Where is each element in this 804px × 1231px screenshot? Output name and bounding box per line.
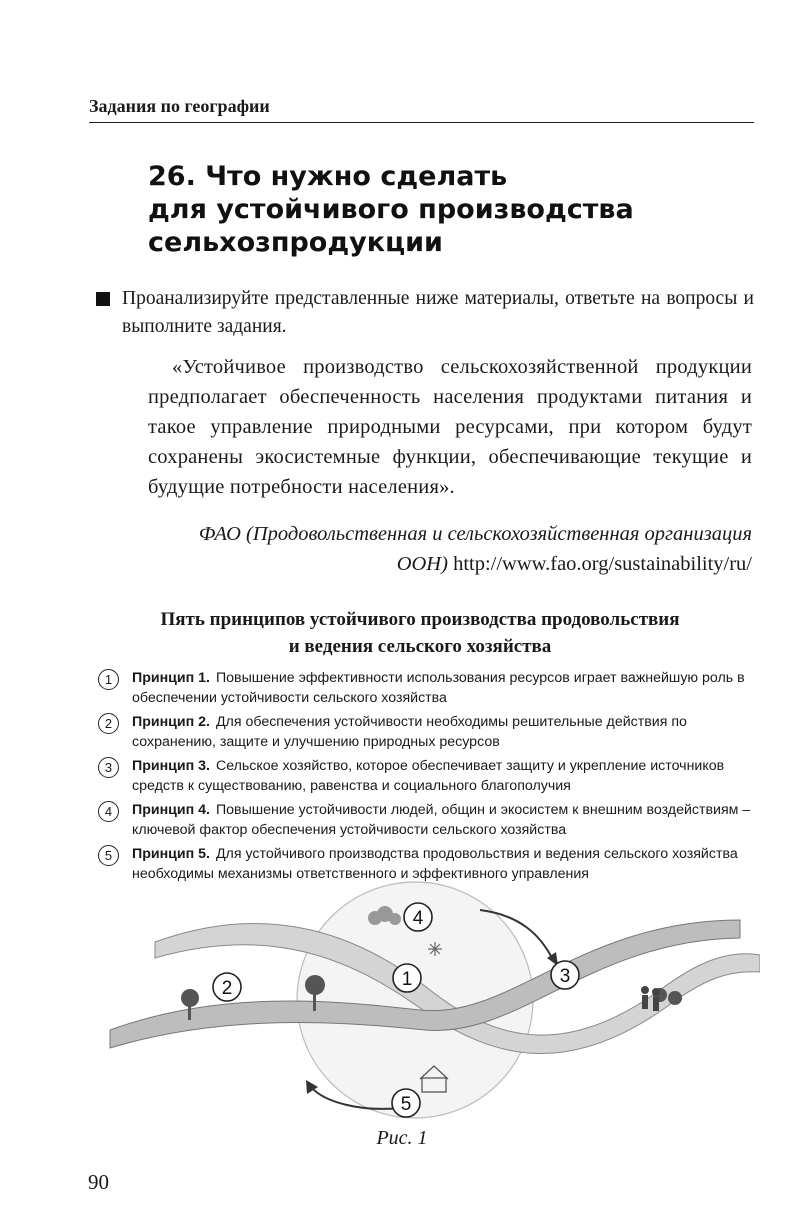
figure-title-line-2: и ведения сельского хозяйства <box>288 636 552 657</box>
title-line-1: 26. Что нужно сделать <box>148 161 508 192</box>
quote-source <box>148 519 752 579</box>
principle-item <box>96 712 756 752</box>
principle-item <box>96 844 756 884</box>
diagram-marker-5-label: 5 <box>400 1094 412 1115</box>
figure-title-line-1: Пять принципов устойчивого производства продовольствия <box>160 609 680 630</box>
principle-label: Принцип 4. <box>132 802 210 818</box>
principle-text: Повышение эффективности использования ресурсов играет важнейшую роль в обеспечении устойчивости сельского хозяйства <box>132 670 745 706</box>
task-instruction <box>96 285 754 341</box>
diagram-marker-3 <box>551 961 579 989</box>
principle-label: Принцип 1. <box>132 670 210 686</box>
principles-list <box>96 668 756 888</box>
principle-item <box>96 756 756 796</box>
page-number: 90 <box>88 1170 109 1194</box>
diagram-marker-2-label: 2 <box>221 978 233 999</box>
diagram-marker-4 <box>404 903 432 931</box>
quote-text: «Устойчивое производство сельскохозяйственной продукции предполагает обеспеченность населения продуктами питания и такое управление природными ресурсами, при котором будут сохранены экосистемные функции, обеспечивающие текущие и будущие потребности населения». <box>148 356 752 498</box>
principle-number: 5 <box>98 845 119 866</box>
section-header: Задания по географии <box>89 96 754 123</box>
task-text: Проанализируйте представленные ниже материалы, ответьте на вопросы и выполните задания. <box>122 288 754 337</box>
principle-text: Для устойчивого производства продовольствия и ведения сельского хозяйства необходимы механизмы ответственного и эффективного управления <box>132 846 738 882</box>
sun-icon <box>428 942 442 956</box>
principle-label: Принцип 5. <box>132 846 210 862</box>
figure-caption: Рис. 1 <box>376 1127 428 1149</box>
diagram-marker-4-label: 4 <box>412 908 424 929</box>
principle-item <box>96 668 756 708</box>
principle-label: Принцип 2. <box>132 714 210 730</box>
source-url[interactable]: http://www.fao.org/sustainability/ru/ <box>453 553 752 575</box>
figure-title <box>100 606 740 660</box>
principle-text: Повышение устойчивости людей, общин и экосистем к внешним воздействиям – ключевой фактор обеспечения устойчивости сельского хозяйства <box>132 802 751 838</box>
title-line-3: сельхозпродукции <box>148 227 443 258</box>
page-title <box>148 160 748 259</box>
principle-number: 2 <box>98 713 119 734</box>
diagram-marker-1-label: 1 <box>401 969 413 990</box>
diagram-marker-3-label: 3 <box>559 966 571 987</box>
bullet-square-icon <box>96 292 110 306</box>
diagram-marker-2 <box>213 973 241 1001</box>
principles-diagram <box>100 880 760 1130</box>
principle-number: 4 <box>98 801 119 822</box>
principle-item <box>96 800 756 840</box>
diagram-marker-5 <box>392 1089 420 1117</box>
quote-block <box>148 352 752 502</box>
principle-number: 3 <box>98 757 119 778</box>
principle-text: Для обеспечения устойчивости необходимы решительные действия по сохранению, защите и улучшению природных ресурсов <box>132 714 687 750</box>
principle-number: 1 <box>98 669 119 690</box>
title-line-2: для устойчивого производства <box>148 194 634 225</box>
source-organization: ФАО (Продовольственная и сельскохозяйственная организация ООН) <box>198 523 752 575</box>
principle-label: Принцип 3. <box>132 758 210 774</box>
principle-text: Сельское хозяйство, которое обеспечивает защиту и укрепление источников средств к существованию, равенства и социального благополучия <box>132 758 725 794</box>
diagram-marker-1 <box>393 964 421 992</box>
